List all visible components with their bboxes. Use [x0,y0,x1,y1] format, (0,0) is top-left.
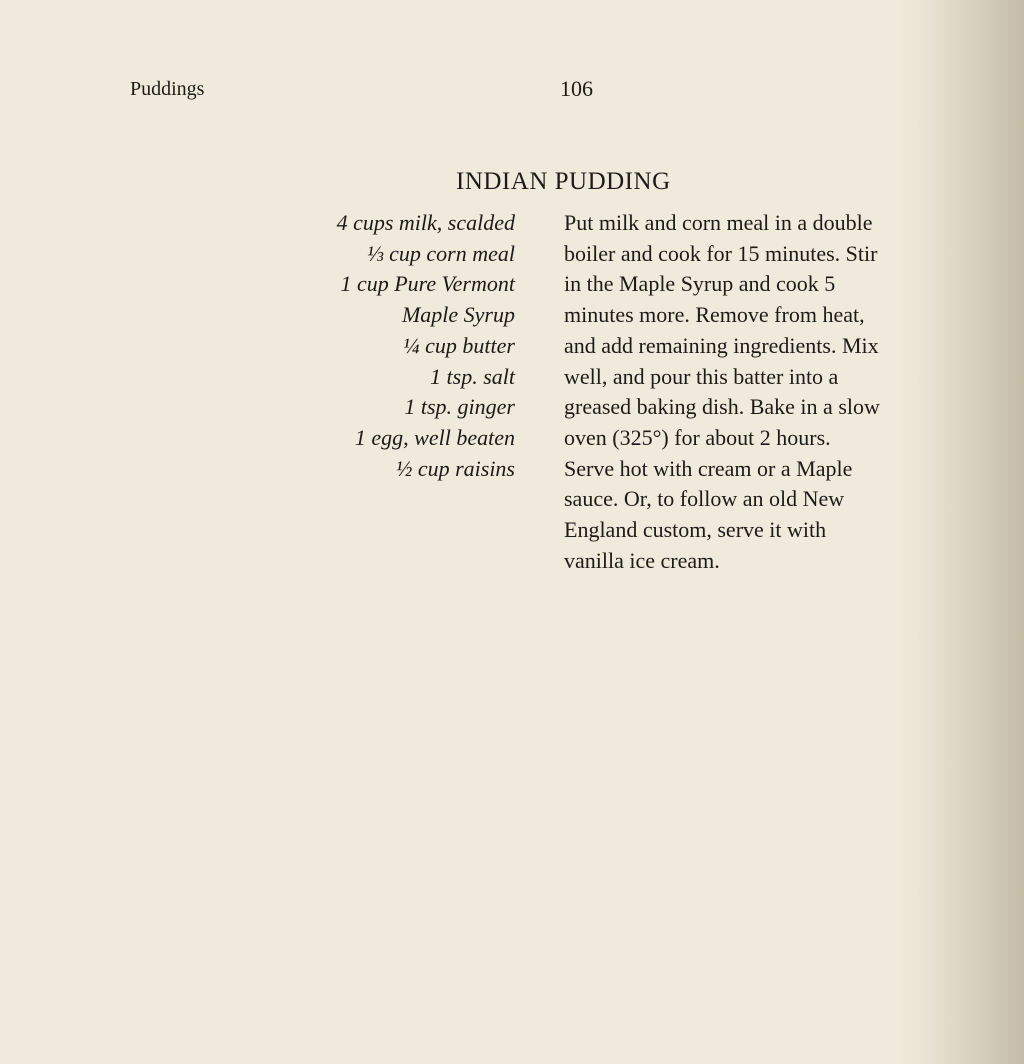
page-number: 106 [560,76,593,101]
instruction-line: vanilla ice cream. [564,547,720,573]
ingredients-list [337,208,515,484]
instruction-line: and add remaining ingredients. Mix [564,332,879,358]
ingredient-line: 1 egg, well beaten [354,424,515,450]
recipe-title: INDIAN PUDDING [456,168,671,195]
running-header-section: Puddings [130,78,205,100]
ingredient-line: 4 cups milk, scalded [336,210,515,235]
instruction-line: well, and pour this batter into a [564,363,839,389]
instruction-line: sauce. Or, to follow an old New [564,486,845,512]
instruction-line: boiler and cook for 15 minutes. Stir [564,240,878,266]
instruction-line: in the Maple Syrup and cook 5 [564,271,836,297]
ingredient-line: ⅓ cup corn meal [367,240,515,266]
instruction-line: greased baking dish. Bake in a slow [564,394,880,420]
ingredient-line: Maple Syrup [401,302,515,328]
ingredient-line: 1 tsp. salt [430,363,515,389]
instruction-line: Serve hot with cream or a Maple [564,455,853,481]
instruction-line: England custom, serve it with [564,517,827,543]
ingredient-line: 1 tsp. ginger [404,394,515,420]
ingredient-line: ¼ cup butter [403,332,515,358]
instruction-line: minutes more. Remove from heat, [564,302,865,328]
ingredient-line: 1 cup Pure Vermont [340,271,515,297]
instructions-paragraph [564,208,944,576]
instruction-line: Put milk and corn meal in a double [564,210,873,235]
ingredient-line: ½ cup raisins [395,455,515,481]
instruction-line: oven (325°) for about 2 hours. [564,424,831,450]
